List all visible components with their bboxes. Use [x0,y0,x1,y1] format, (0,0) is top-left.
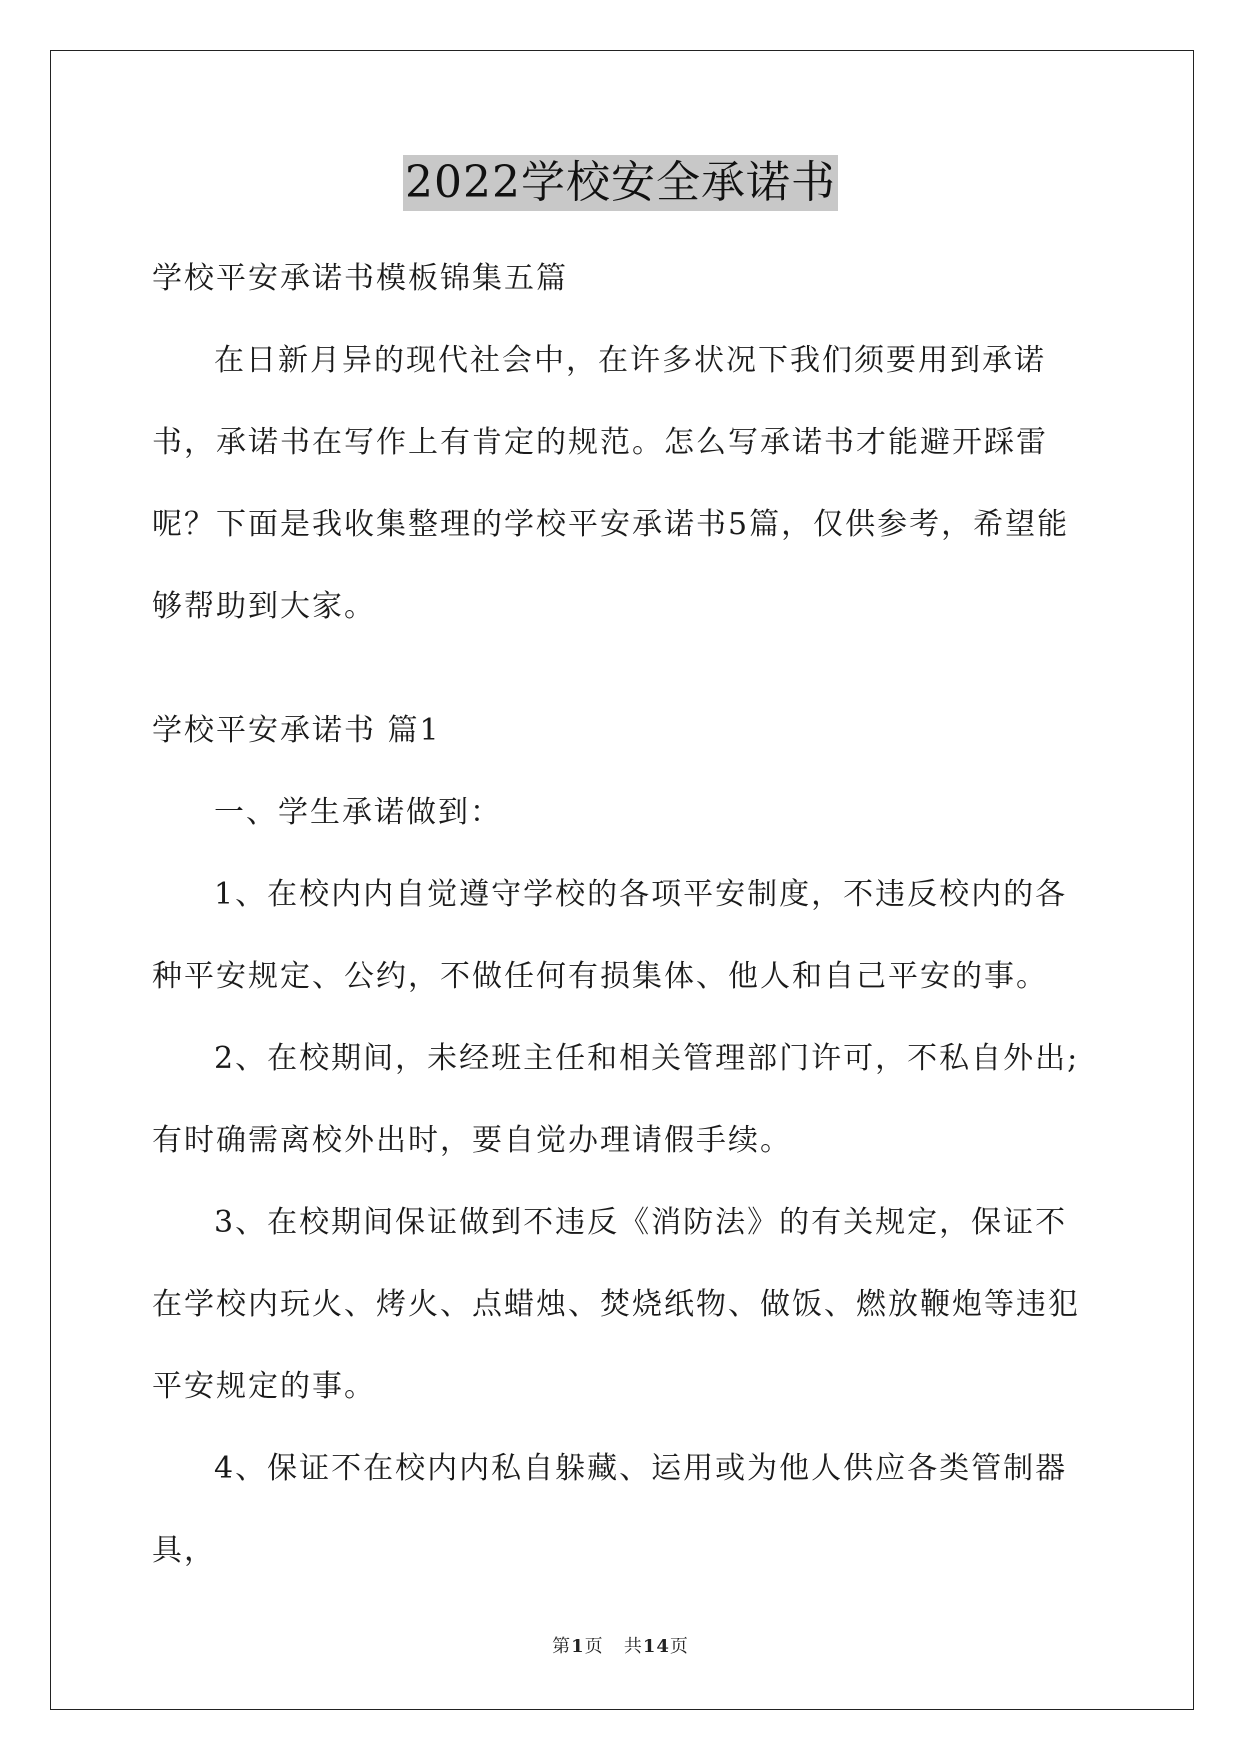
page-footer [0,1632,1241,1658]
list-item: 3、在校期间保证做到不违反《消防法》的有关规定，保证不在学校内玩火、烤火、点蜡烛、焚烧纸物、做饭、燃放鞭炮等违犯平安规定的事。 [152,1205,1080,1404]
total-suffix: 页 [669,1636,689,1657]
total-pages: 14 [642,1636,670,1657]
total-prefix: 共 [623,1636,643,1657]
list-item: 1、在校内内自觉遵守学校的各项平安制度，不违反校内的各种平安规定、公约，不做任何有损集体、他人和自己平安的事。 [152,877,1068,994]
list-item: 2、在校期间，未经班主任和相关管理部门许可，不私自外出;有时确需离校外出时，要自觉办理请假手续。 [152,1041,1080,1158]
list-item: 4、保证不在校内内私自躲藏、运用或为他人供应各类管制器具， [152,1451,1068,1568]
page-number: 1 [571,1636,585,1657]
document-subtitle: 学校平安承诺书模板锦集五篇 [152,261,568,296]
document-title: 2022学校安全承诺书 [403,155,838,211]
page-prefix: 第 [552,1636,572,1657]
section-heading: 学校平安承诺书 篇1 [152,713,441,748]
page-suffix: 页 [584,1636,604,1657]
title-container [0,155,1241,211]
part-heading: 一、学生承诺做到： [214,795,502,830]
intro-paragraph: 在日新月异的现代社会中，在许多状况下我们须要用到承诺书，承诺书在写作上有肯定的规范。怎么写承诺书才能避开踩雷呢？下面是我收集整理的学校平安承诺书5篇，仅供参考，希望能够帮助到大家。 [152,343,1070,624]
document-body [152,238,1092,1592]
section-spacer [152,648,1092,690]
